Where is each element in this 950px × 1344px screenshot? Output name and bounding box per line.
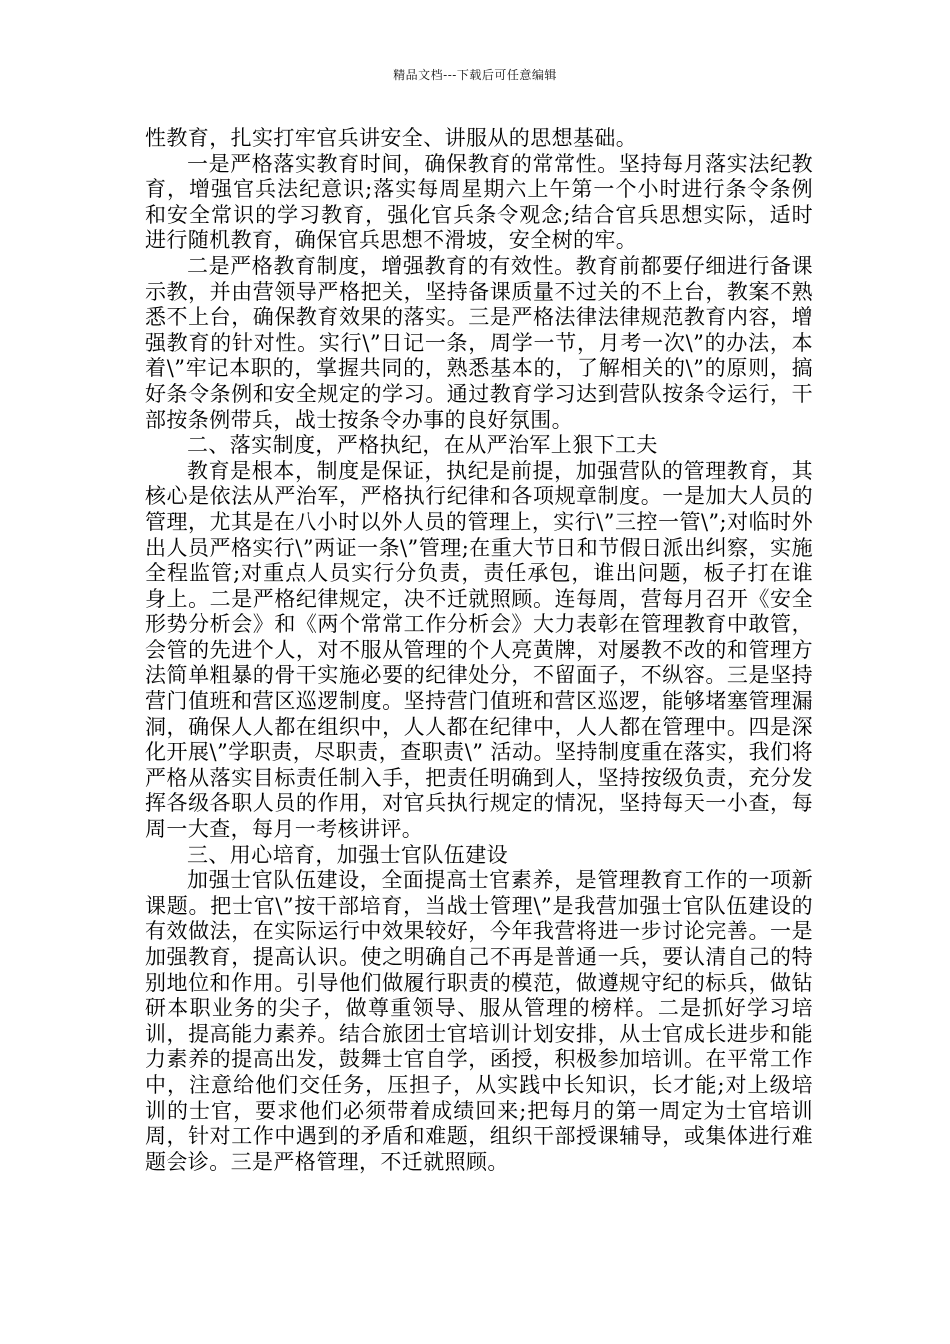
paragraph: 加强士官队伍建设，全面提高士官素养，是管理教育工作的一项新课题。把士官\”按干部培育，当战士管理\”是我营加强士官队伍建设的有效做法，在实际运行中效果较好，今年我营将进一步讨论完善。一是加强教育，提高认识。使之明确自己不再是普通一兵，要认清自己的特别地位和作用。引导他们做履行职责的模范，做遵规守纪的标兵，做钻研本职业务的尖子，做尊重领导、服从管理的榜样。二是抓好学习培训，提高能力素养。结合旅团士官培训计划安排，从士官成长进步和能力素养的提高出发，鼓舞士官自学，函授，积极参加培训。在平常工作中，注意给他们交任务，压担子，从实践中长知识，长才能;对上级培训的士官，要求他们必须带着成绩回来;把每月的第一周定为士官培训周，针对工作中遇到的矛盾和难题，组织干部授课辅导，或集体进行难题会诊。三是严格管理，不迁就照顾。 xyxy=(145,868,813,1174)
section-heading: 三、用心培育，加强士官队伍建设 xyxy=(187,842,508,867)
paragraph: 一是严格落实教育时间，确保教育的常常性。坚持每月落实法纪教育，增强官兵法纪意识;落实每周星期六上午第一个小时进行条令条例和安全常识的学习教育，强化官兵条令观念;结合官兵思想实际，适时进行随机教育，确保官兵思想不滑坡，安全树的牢。 xyxy=(145,151,813,253)
paragraph: 教育是根本，制度是保证，执纪是前提，加强营队的管理教育，其核心是依法从严治军，严格执行纪律和各项规章制度。一是加大人员的管理，尤其是在八小时以外人员的管理上，实行\”三控一管\”;对临时外出人员严格实行\”两证一条\”管理;在重大节日和节假日派出纠察，实施全程监管;对重点人员实行分负责，责任承包，谁出问题，板子打在谁身上。二是严格纪律规定，决不迁就照顾。连每周，营每月召开《安全形势分析会》和《两个常常工作分析会》大力表彰在管理教育中敢管，会管的先进个人，对不服从管理的个人亮黄牌，对屡教不改的和管理方法简单粗暴的骨干实施必要的纪律处分，不留面子，不纵容。三是坚持营门值班和营区巡逻制度。坚持营门值班和营区巡逻，能够堵塞管理漏洞，确保人人都在组织中，人人都在纪律中，人人都在管理中。四是深化开展\”学职责，尽职责，查职责\” 活动。坚持制度重在落实，我们将严格从落实目标责任制入手，把责任明确到人，坚持按级负责，充分发挥各级各职人员的作用，对官兵执行规定的情况，坚持每天一小查，每周一大查，每月一考核讲评。 xyxy=(145,458,813,842)
section-heading: 二、落实制度，严格执纪，在从严治军上狠下工夫 xyxy=(187,433,658,458)
page-header: 精品文档---下载后可任意编辑 xyxy=(393,68,557,82)
paragraph-continuation: 性教育，扎实打牢官兵讲安全、讲服从的思想基础。 xyxy=(145,126,638,150)
document-body xyxy=(145,126,813,1175)
paragraph: 二是严格教育制度，增强教育的有效性。教育前都要仔细进行备课示教，并由营领导严格把关，坚持备课质量不过关的不上台，教案不熟悉不上台，确保教育效果的落实。三是严格法律法律规范教育内容，增强教育的针对性。实行\”日记一条，周学一节，月考一次\”的办法，本着\”牢记本职的，掌握共同的，熟悉基本的，了解相关的\”的原则，搞好条令条例和安全规定的学习。通过教育学习达到营队按条令运行，干部按条例带兵，战士按条令办事的良好氛围。 xyxy=(145,253,813,432)
